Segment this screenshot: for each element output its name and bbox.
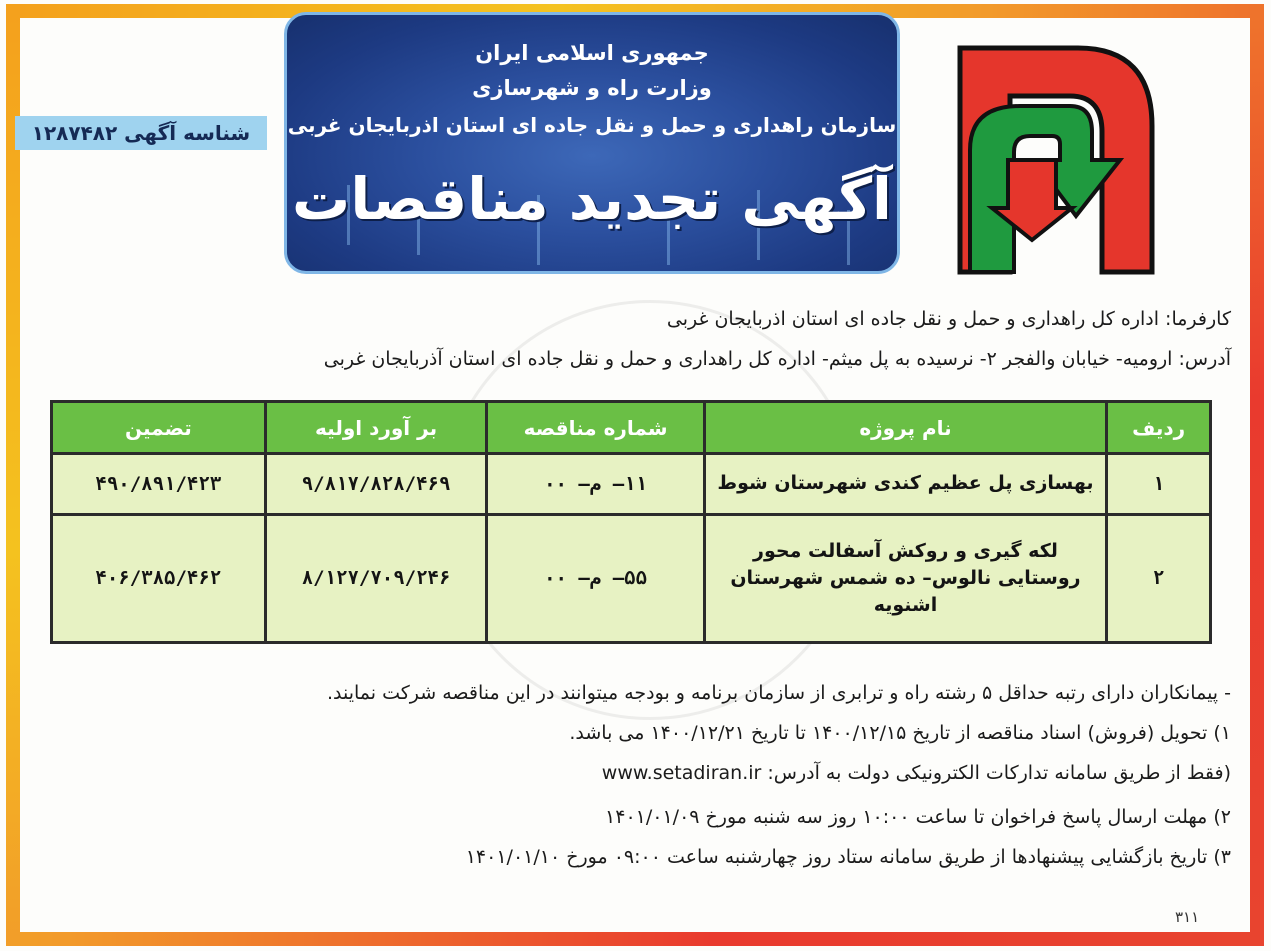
row-index: ۱ (1107, 454, 1211, 515)
row-tender-no: ۱۱– م– ۰۰ (487, 454, 704, 515)
address-line: آدرس: ارومیه- خیابان والفجر ۲- نرسیده به پل میثم- اداره کل راهداری و حمل و نقل جاده ای استان آذربایجان غربی (323, 348, 1231, 370)
column-header-guarantee: تضمین (52, 402, 266, 454)
row-guarantee: ۴۹۰/۸۹۱/۴۲۳ (52, 454, 266, 515)
column-header-index: ردیف (1107, 402, 1211, 454)
row-tender-no: ۵۵– م– ۰۰ (487, 514, 704, 642)
response-deadline-note: ۲) مهلت ارسال پاسخ فراخوان تا ساعت ۱۰:۰۰ روز سه شنبه مورخ ۱۴۰۱/۰۱/۰۹ (605, 806, 1231, 828)
bid-opening-note: ۳) تاریخ بازگشایی پیشنهادها از طریق سامانه ستاد روز چهارشنبه ساعت ۰۹:۰۰ مورخ ۱۴۰۱/۰۱/۱۰ (465, 846, 1231, 868)
tenders-table (50, 400, 1212, 644)
road-maintenance-logo-icon (948, 40, 1160, 278)
document-sale-dates-note: ۱) تحویل (فروش) اسناد مناقصه از تاریخ ۱۴۰۰/۱۲/۱۵ تا تاریخ ۱۴۰۰/۱۲/۲۱ می باشد. (569, 722, 1231, 744)
header-line-country: جمهوری اسلامی ایران (475, 41, 709, 65)
employer-line: کارفرما: اداره کل راهداری و حمل و نقل جاده ای استان اذربایجان غربی (666, 308, 1231, 330)
header-line-organization: سازمان راهداری و حمل و نقل جاده ای استان اذربایجان غربی (287, 113, 897, 137)
row-estimate: ۹/۸۱۷/۸۲۸/۴۶۹ (265, 454, 487, 515)
ad-id-badge: شناسه آگهی ۱۲۸۷۴۸۲ (15, 116, 267, 150)
table-row (52, 454, 1211, 515)
row-project: لکه گیری و روکش آسفالت محور روستایی نالوس– ده شمس شهرستان اشنویه (704, 514, 1107, 642)
row-project: بهسازی پل عظیم کندی شهرستان شوط (704, 454, 1107, 515)
column-header-tender-no: شماره مناقصه (487, 402, 704, 454)
setadiran-address-note: (فقط از طریق سامانه تدارکات الکترونیکی دولت به آدرس: www.setadiran.ir (601, 762, 1231, 784)
contractor-requirement-note: - پیمانکاران دارای رتبه حداقل ۵ رشته راه و ترابری از سازمان برنامه و بودجه میتوانند در این مناقصه شرکت نمایند. (326, 682, 1231, 704)
row-index: ۲ (1107, 514, 1211, 642)
table-row (52, 514, 1211, 642)
row-guarantee: ۴۰۶/۳۸۵/۴۶۲ (52, 514, 266, 642)
column-header-project: نام پروژه (704, 402, 1107, 454)
row-estimate: ۸/۱۲۷/۷۰۹/۲۴۶ (265, 514, 487, 642)
header-banner (284, 12, 900, 274)
page-title: آگهی تجدید مناقصات (292, 165, 892, 233)
column-header-estimate: بر آورد اولیه (265, 402, 487, 454)
header-line-ministry: وزارت راه و شهرسازی (472, 76, 712, 100)
page-number: ۳۱۱ (1175, 908, 1200, 926)
table-header-row (52, 402, 1211, 454)
